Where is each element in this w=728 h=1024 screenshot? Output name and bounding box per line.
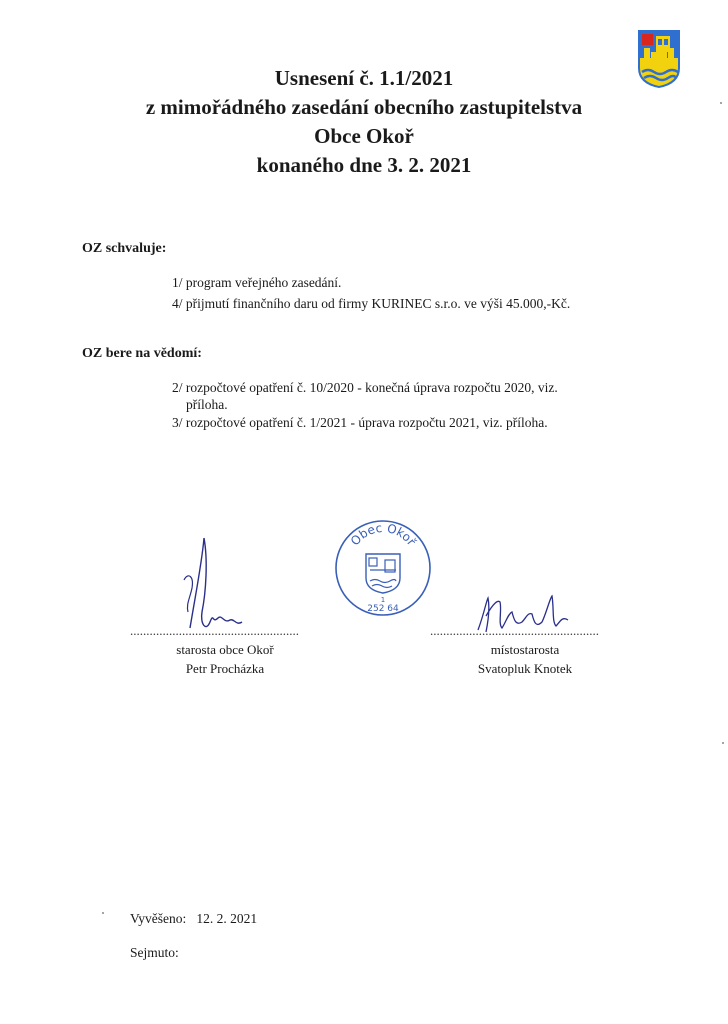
- deputy-mayor-name: Svatopluk Knotek: [477, 661, 573, 676]
- stamp-text: Obec Okoř: [347, 520, 419, 549]
- posted-row: [130, 911, 257, 927]
- approves-item-1: 1/ program veřejného zasedání.: [172, 275, 342, 290]
- document-title: [0, 64, 728, 180]
- notes-heading: OZ bere na vědomí:: [82, 346, 202, 361]
- stamp-postcode: 252 64: [367, 604, 399, 614]
- scan-speck: [722, 742, 724, 744]
- mayor-name: Petr Procházka: [185, 661, 265, 676]
- posted-label: Vyvěšeno:: [130, 911, 187, 926]
- approves-item-2: 4/ přijmutí finančního daru od firmy KURINEC s.r.o. ve výši 45.000,-Kč.: [172, 296, 571, 311]
- svg-text:Obec Okoř: [348, 521, 419, 549]
- title-line-1: Usnesení č. 1.1/2021: [274, 66, 454, 90]
- coat-of-arms-icon: [636, 28, 682, 90]
- notes-item-1-line-1: 2/ rozpočtové opatření č. 10/2020 - konečná úprava rozpočtu 2020, viz.: [172, 380, 558, 395]
- official-stamp: [333, 518, 433, 618]
- signature-left: [172, 532, 244, 636]
- title-line-2: z mimořádného zasedání obecního zastupitelstva: [145, 95, 583, 119]
- notes-item-2: 3/ rozpočtové opatření č. 1/2021 - úprava rozpočtu 2021, viz. příloha.: [172, 415, 548, 430]
- posted-date: 12. 2. 2021: [196, 911, 258, 926]
- title-line-4: konaného dne 3. 2. 2021: [256, 153, 472, 177]
- stamp-number: 1: [380, 596, 386, 604]
- notes-item-1-line-2: příloha.: [186, 397, 228, 412]
- approves-heading: OZ schvaluje:: [82, 241, 167, 256]
- signature-line-right: ....................................................: [430, 623, 599, 638]
- scan-speck: [720, 102, 722, 104]
- removed-label: Sejmuto:: [130, 945, 179, 960]
- scan-speck: [102, 912, 104, 914]
- deputy-mayor-role: místostarosta: [490, 642, 560, 657]
- mayor-role: starosta obce Okoř: [176, 642, 274, 657]
- signature-line-left: ....................................................: [130, 623, 299, 638]
- stamp-coat-icon: [366, 554, 400, 593]
- title-line-3: Obce Okoř: [314, 124, 414, 148]
